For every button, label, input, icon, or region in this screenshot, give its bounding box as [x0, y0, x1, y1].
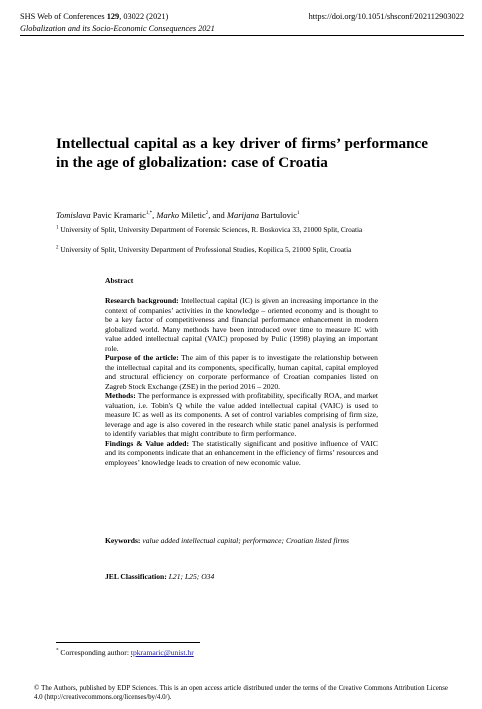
- jel-classification: JEL Classification: L21; L25; O34: [105, 572, 215, 581]
- license-footer: © The Authors, published by EDP Sciences. This is an open access article distributed under the terms of the Creative Commons Attribution License 4.0 (http://creativecommons.org/licenses/by/4.0/).: [34, 685, 448, 701]
- author-list: Tomislava Pavic Kramaric$^{1,*}$, Marko Miletic$^2$, and Marijana Bartulovic$^1$: [56, 210, 300, 220]
- paper-title: Intellectual capital as a key driver of firms’ performance in the age of globalization: case of Croatia: [56, 135, 428, 171]
- journal-citation: SHS Web of Conferences 129, 03022 (2021): [20, 12, 169, 21]
- abstract-body: [105, 296, 378, 467]
- doi-link[interactable]: https://doi.org/10.1051/shsconf/202112903022: [308, 12, 464, 21]
- affiliation-1: $^1$ University of Split, University Department of Forensic Sciences, R. Boskovica 33, 21000 Split, Croatia: [56, 225, 363, 234]
- header-rule: [20, 35, 464, 36]
- abstract-methods: Methods: The performance is expressed with profitability, specifically ROA, and market valuation, i.e. Tobin's Q while the value added intellectual capital (VAIC) is used to measure IC as well as its components. A set of control variables comprising of firm size, leverage and age is also covered in the research while static panel analysis is performed to identify variables that might contribute to firm performance.: [105, 391, 378, 438]
- keywords: Keywords: value added intellectual capital; performance; Croatian listed firms: [105, 536, 349, 545]
- abstract-background: Research background: Intellectual capital (IC) is given an increasing importance in the context of companies’ activities in the knowledge – oriented economy and is thought to be a key factor of competitiveness and financial performance enhancement in modern globalized world. Many methods have been introduced over time to measure IC with value added intellectual capital (VAIC) proposed by Pulic (1998) playing an important role.: [105, 296, 378, 353]
- abstract-purpose: Purpose of the article: The aim of this paper is to investigate the relationship between the intellectual capital and its components, specifically, human capital, capital employed and structural efficiency on corporate performance of Croatian companies listed on Zagreb Stock Exchange (ZSE) in the period 2016 – 2020.: [105, 353, 378, 391]
- email-link[interactable]: tpkramaric@unist.hr: [130, 648, 194, 657]
- footnote: * Corresponding author: tpkramaric@unist.hr: [56, 648, 194, 657]
- abstract-findings: Findings & Value added: The statistically significant and positive influence of VAIC and its components indicate that an enhancement in the efficiency of firms’ resources and employees’ knowledge leads to creation of new economic value.: [105, 438, 378, 467]
- abstract-heading: Abstract: [105, 276, 134, 285]
- footnote-rule: [56, 642, 200, 643]
- running-header: [20, 12, 464, 21]
- conference-name: Globalization and its Socio-Economic Consequences 2021: [20, 24, 215, 33]
- affiliation-2: $^2$ University of Split, University Department of Professional Studies, Kopilica 5, 21000 Split, Croatia: [56, 245, 352, 254]
